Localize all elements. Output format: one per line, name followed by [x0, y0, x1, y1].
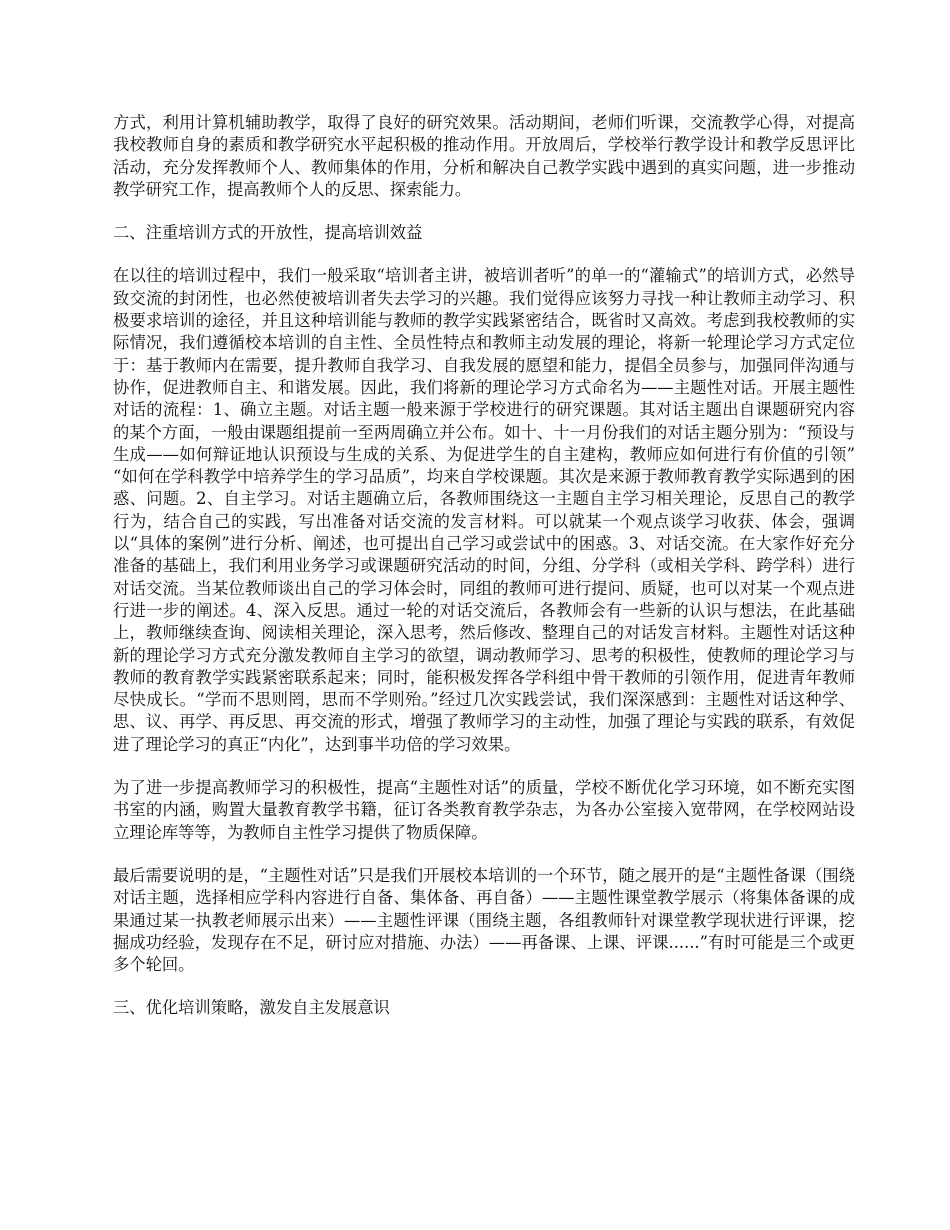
- paragraph-intro: 方式，利用计算机辅助教学，取得了良好的研究效果。活动期间，老师们听课，交流教学心得，对提高我校教师自身的素质和教学研究水平起积极的推动作用。开放周后，学校举行教学设计和教学反思评比活动，充分发挥教师个人、教师集体的作用，分析和解决自己教学实践中遇到的真实问题，进一步推动教学研究工作，提高教师个人的反思、探索能力。: [113, 113, 855, 199]
- section-heading-3: 三、优化培训策略，激发自主发展意识: [113, 998, 390, 1018]
- paragraph-dialogue-training: 在以往的培训过程中，我们一般采取“培训者主讲，被培训者听”的单一的“灌输式”的培训方式，必然导致交流的封闭性，也必然使被培训者失去学习的兴趣。我们觉得应该努力寻找一种让教师主动学习、积极要求培训的途径，并且这种培训能与教师的教学实践紧密结合，既省时又高效。考虑到我校教师的实际情况，我们遵循校本培训的自主性、全员性特点和教师主动发展的理论，将新一轮理论学习方式定位于：基于教师内在需要，提升教师自我学习、自我发展的愿望和能力，提倡全员参与，加强同伴沟通与协作，促进教师自主、和谐发展。因此，我们将新的理论学习方式命名为——主题性对话。开展主题性对话的流程：1、确立主题。对话主题一般来源于学校进行的研究课题。其对话主题出自课题研究内容的某个方面，一般由课题组提前一至两周确立并公布。如十、十一月份我们的对话主题分别为：“预设与生成——如何辩证地认识预设与生成的关系、为促进学生的自主建构，教师应如何进行有价值的引领” “如何在学科教学中培养学生的学习品质”，均来自学校课题。其次是来源于教师教育教学实际遇到的困惑、问题。2、自主学习。对话主题确立后，各教师围绕这一主题自主学习相关理论，反思自己的教学行为，结合自己的实践，写出准备对话交流的发言材料。可以就某一个观点谈学习收获、体会，强调以“具体的案例”进行分析、阐述，也可提出自己学习或尝试中的困惑。3、对话交流。在大家作好充分准备的基础上，我们利用业务学习或课题研究活动的时间，分组、分学科（或相关学科、跨学科）进行对话交流。当某位教师谈出自己的学习体会时，同组的教师可进行提问、质疑，也可以对某一个观点进行进一步的阐述。4、深入反思。通过一轮的对话交流后，各教师会有一些新的认识与想法，在此基础上，教师继续查询、阅读相关理论，深入思考，然后修改、整理自己的对话发言材料。主题性对话这种新的理论学习方式充分激发教师自主学习的欲望，调动教师学习、思考的积极性，使教师的理论学习与教师的教育教学实践紧密联系起来；同时，能积极发挥各学科组中骨干教师的引领作用，促进青年教师尽快成长。“学而不思则罔，思而不学则殆。”经过几次实践尝试，我们深深感到：主题性对话这种学、思、议、再学、再反思、再交流的形式，增强了教师学习的主动性，加强了理论与实践的联系，有效促进了理论学习的真正“内化”，达到事半功倍的学习效果。: [113, 266, 855, 754]
- paragraph-final-note: 最后需要说明的是，“主题性对话”只是我们开展校本培训的一个环节，随之展开的是“主题性备课（围绕对话主题，选择相应学科内容进行自备、集体备、再自备）——主题性课堂教学展示（将集体备课的成果通过某一执教老师展示出来）——主题性评课（围绕主题，各组教师针对课堂教学现状进行评课，挖掘成功经验，发现存在不足，研讨应对措施、办法）——再备课、上课、评课......”有时可能是三个或更多个轮回。: [113, 865, 855, 975]
- paragraph-learning-environment: 为了进一步提高教师学习的积极性，提高“主题性对话”的质量，学校不断优化学习环境，如不断充实图书室的内涵，购置大量教育教学书籍，征订各类教育教学杂志，为各办公室接入宽带网，在学校网站设立理论库等等，为教师自主性学习提供了物质保障。: [113, 778, 855, 842]
- document-page: [113, 112, 855, 1041]
- section-heading-2: 二、注重培训方式的开放性，提高培训效益: [113, 223, 423, 243]
